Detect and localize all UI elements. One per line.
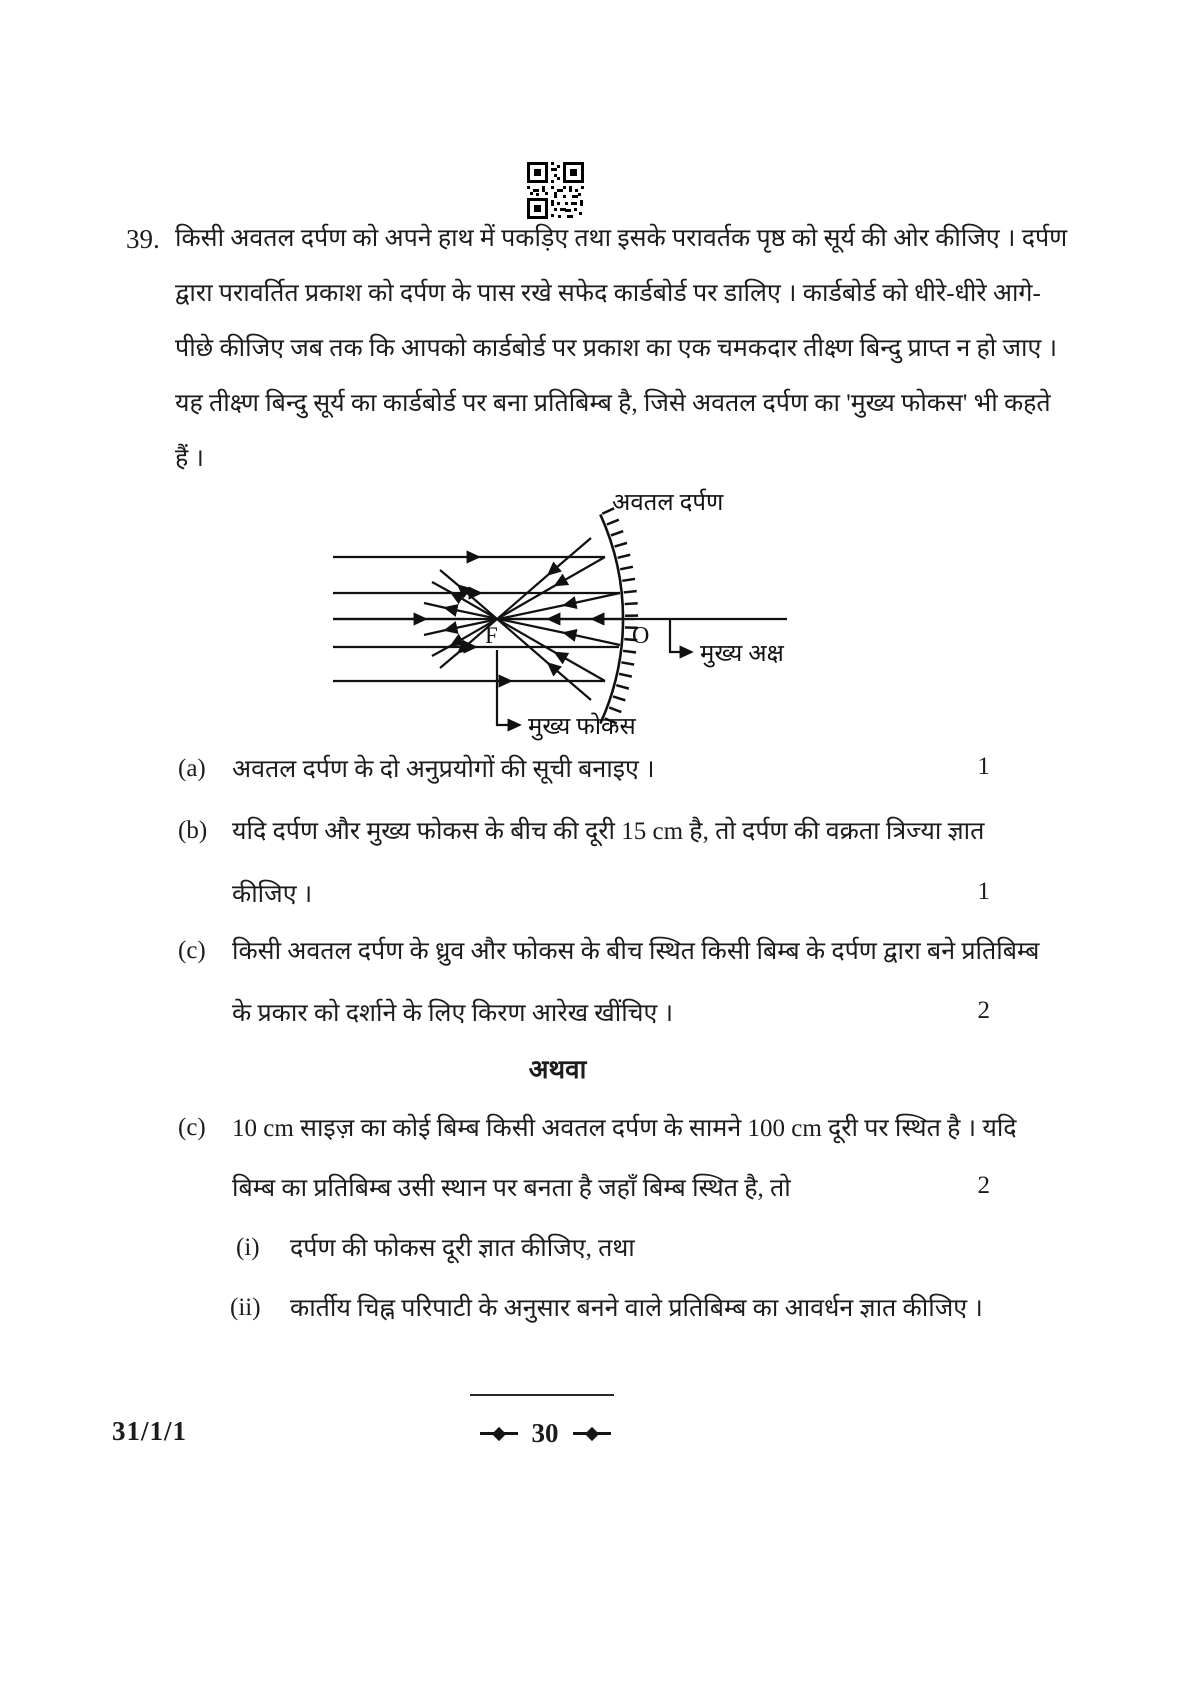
marks-value: 2 xyxy=(977,1172,990,1199)
focus-pointer xyxy=(497,650,519,725)
part-label-a: (a) xyxy=(178,755,206,782)
subpart-label-ii: (ii) xyxy=(230,1294,261,1321)
part-text-line: के प्रकार को दर्शाने के लिए किरण आरेख खींचिए । xyxy=(232,1000,674,1027)
part-text-line: यदि दर्पण और मुख्य फोकस के बीच की दूरी 15 cm है, तो दर्पण की वक्रता त्रिज्या ज्ञात xyxy=(232,818,985,845)
focus-point-label: F xyxy=(485,623,498,648)
part-text-line: बिम्ब का प्रतिबिम्ब उसी स्थान पर बनता है जहाँ बिम्ब स्थित है, तो xyxy=(232,1175,791,1202)
mirror-label: अवतल दर्पण xyxy=(612,490,724,516)
question-text-line: किसी अवतल दर्पण को अपने हाथ में पकड़िए तथा इसके परावर्तक पृष्ठ को सूर्य की ओर कीजिए । दर्पण xyxy=(175,225,1068,252)
page-number: 30 xyxy=(531,1418,559,1448)
pole-label: O xyxy=(632,623,650,649)
qr-code xyxy=(527,162,584,219)
question-text-line: यह तीक्ष्ण बिन्दु सूर्य का कार्डबोर्ड पर बना प्रतिबिम्ब है, जिसे अवतल दर्पण का 'मुख्य फोकस' भी कहते xyxy=(175,390,1051,417)
part-text-line: किसी अवतल दर्पण के ध्रुव और फोकस के बीच स्थित किसी बिम्ब के दर्पण द्वारा बने प्रतिबिम्ब xyxy=(232,938,1040,965)
focus-label: मुख्य फोकस xyxy=(528,714,636,740)
marks-value: 1 xyxy=(977,753,990,780)
subpart-text: कार्तीय चिह्न परिपाटी के अनुसार बनने वाले प्रतिबिम्ब का आवर्धन ज्ञात कीजिए । xyxy=(290,1295,983,1322)
question-text-line: द्वारा परावर्तित प्रकाश को दर्पण के पास रखे सफेद कार्डबोर्ड पर डालिए । कार्डबोर्ड को धीरे-धीरे आगे- xyxy=(175,280,1041,307)
subpart-label-i: (i) xyxy=(236,1234,260,1261)
reflected-ray xyxy=(424,603,620,645)
part-text-line: अवतल दर्पण के दो अनुप्रयोगों की सूची बनाइए । xyxy=(232,756,655,783)
paper-code: 31/1/1 xyxy=(112,1416,188,1446)
page-number-block xyxy=(445,1418,645,1449)
part-label-b: (b) xyxy=(178,817,208,844)
concave-mirror-ray-diagram xyxy=(325,472,795,752)
part-label-c: (c) xyxy=(178,937,206,964)
part-text-line: 10 cm साइज़ का कोई बिम्ब किसी अवतल दर्पण के सामने 100 cm दूरी पर स्थित है । यदि xyxy=(232,1115,1017,1142)
marks-value: 2 xyxy=(977,997,990,1024)
or-separator: अथवा xyxy=(528,1055,587,1084)
reflected-ray xyxy=(432,582,605,681)
part-text-line: कीजिए । xyxy=(232,881,313,908)
axis-pointer xyxy=(670,620,691,652)
marks-value: 1 xyxy=(977,878,990,905)
footer-rule xyxy=(470,1394,614,1396)
reflected-ray xyxy=(424,593,620,635)
axis-label: मुख्य अक्ष xyxy=(700,641,784,667)
page-ornament-left xyxy=(480,1432,518,1435)
question-text-line: पीछे कीजिए जब तक कि आपको कार्डबोर्ड पर प्रकाश का एक चमकदार तीक्ष्ण बिन्दु प्राप्त न हो जाए । xyxy=(175,335,1058,362)
subpart-text: दर्पण की फोकस दूरी ज्ञात कीजिए, तथा xyxy=(290,1235,635,1262)
alt-part-label-c: (c) xyxy=(178,1114,206,1141)
question-number: 39. xyxy=(126,224,160,254)
page-ornament-right xyxy=(573,1432,611,1435)
question-text-line: हैं । xyxy=(175,445,205,472)
reflected-ray xyxy=(432,557,605,656)
